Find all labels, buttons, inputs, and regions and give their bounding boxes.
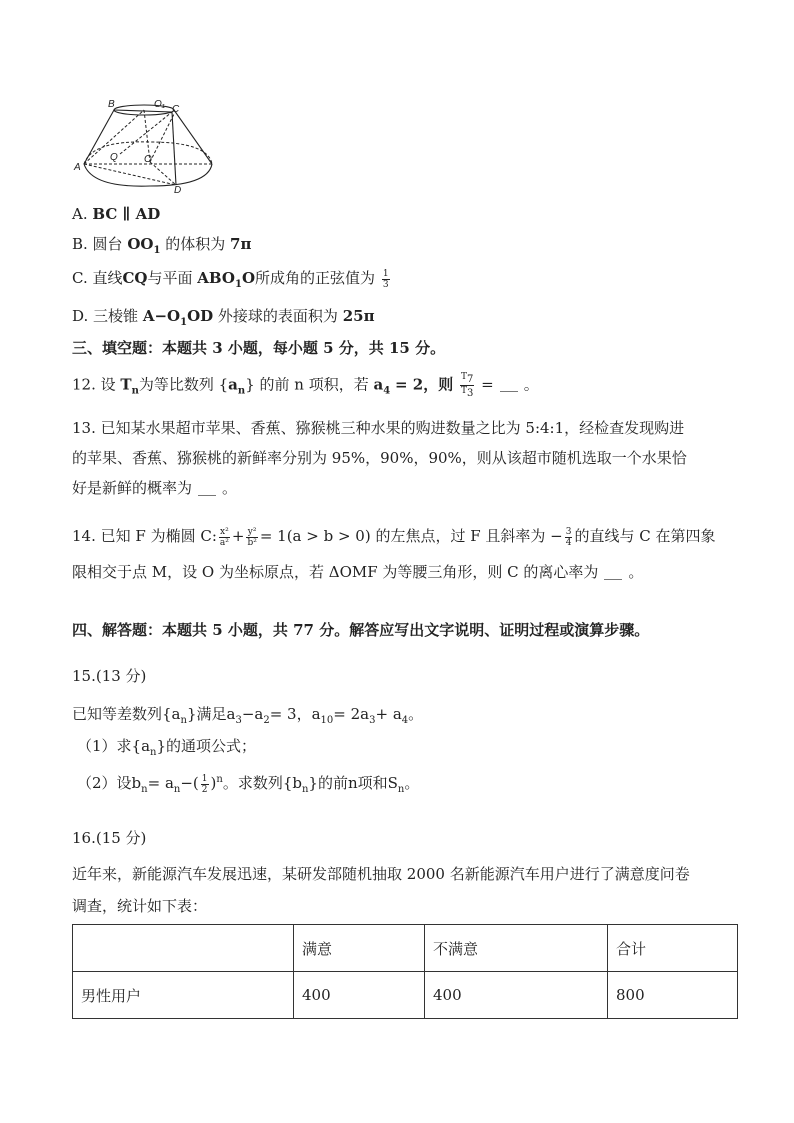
option-d-text: 外接球的表面积为 [217, 307, 338, 325]
table-cell: 400 [425, 972, 608, 1019]
q12-pre: 12. 设 [72, 375, 116, 394]
q12-answer-blank[interactable] [500, 379, 518, 392]
q13-line3-text: 好是新鲜的概率为 [72, 479, 193, 497]
q12-text2: } 的前 n 项积，若 [245, 375, 369, 394]
q15-p1-sub: n [150, 747, 157, 758]
section-4-heading: 四、解答题：本题共 5 小题，共 77 分。解答应写出文字说明、证明过程或演算步骤。 [72, 621, 650, 639]
table-header-cell [73, 925, 294, 972]
label-D: D [174, 185, 182, 196]
q15-p2-exp: n [216, 774, 223, 785]
label-Q: Q [110, 152, 118, 163]
q16-heading: 16.(15 分) [72, 829, 147, 847]
option-b-sub: 1 [153, 245, 161, 256]
option-b-label: B. 圆台 [72, 235, 123, 253]
q12-text3: = 2，则 [394, 375, 454, 394]
q12-Tn: T [120, 375, 132, 394]
option-c-math3: O [241, 269, 256, 287]
q12-den-base: T [460, 385, 467, 396]
q14-b2: b² [247, 537, 257, 548]
option-a [72, 204, 160, 224]
q12-end: 。 [523, 375, 539, 394]
q15-p2-end: 。 [404, 774, 420, 792]
q15-p2-sub4: n [397, 784, 405, 795]
option-d-label: D. 三棱锥 [72, 307, 139, 325]
q14-answer-blank[interactable] [604, 567, 622, 580]
q15-sub-n: n [180, 715, 187, 726]
q13-end: 。 [222, 479, 238, 497]
option-d-math2: OD [187, 307, 214, 325]
option-c-num: 1 [382, 268, 389, 279]
q13-line1: 13. 已知某水果超市苹果、香蕉、猕猴桃三种水果的购进数量之比为 5:4:1，经检查发现购进 [72, 419, 685, 437]
q14-text2: 的直线与 C 在第四象 [574, 527, 716, 545]
question-14-line1 [72, 526, 716, 548]
q12-fraction [460, 372, 474, 399]
q12-a4: a [373, 375, 384, 394]
option-c-text2: 所成角的正弦值为 [255, 269, 376, 287]
q15-p1-end: }的通项公式； [156, 737, 257, 755]
option-c-fraction [382, 269, 390, 290]
q14-a2: a² [219, 537, 229, 548]
label-A: A [74, 162, 81, 173]
q15-stem-m5: + a [375, 705, 402, 723]
q14-slope-fraction [565, 527, 573, 548]
q14-plus: + [231, 527, 245, 545]
table-header-cell: 合计 [608, 925, 738, 972]
q15-p2-sub1: n [141, 784, 148, 795]
q13-answer-blank[interactable] [198, 483, 216, 496]
q15-p2-minus: −( [180, 774, 199, 792]
q15-stem-m4: = 2a [333, 705, 370, 723]
q12-text1: 为等比数列 { [138, 375, 229, 394]
q15-part1 [77, 736, 256, 763]
q15-p2-sub3: n [301, 784, 309, 795]
table-row [73, 972, 738, 1019]
option-d [72, 306, 375, 333]
q16-line2: 调查，统计如下表： [72, 897, 208, 915]
q15-sub-3b: 3 [369, 715, 376, 726]
q15-p1-pre: （1）求{a [77, 737, 151, 755]
q13-line3 [72, 478, 237, 498]
q12-num-sub: 7 [467, 373, 474, 385]
q13-line2: 的苹果、香蕉、猕猴桃的新鲜率分别为 95%，90%，90%，则从该超市随机选取一个水果恰 [72, 449, 687, 467]
q15-p2-den: 2 [201, 784, 208, 795]
q14-x2: x² [220, 526, 229, 537]
q15-stem-end: 。 [408, 705, 424, 723]
option-b-value: 7π [230, 235, 252, 253]
table-cell: 800 [608, 972, 738, 1019]
q15-p2-close: ) [210, 774, 217, 792]
q15-stem [72, 704, 423, 731]
q15-sub-10: 10 [320, 715, 334, 726]
table-cell: 男性用户 [73, 972, 294, 1019]
option-d-math1: A−O [142, 307, 181, 325]
option-b-math: OO [127, 235, 154, 253]
q14-text1: = 1(a > b > 0) 的左焦点，过 F 且斜率为 − [259, 527, 563, 545]
q15-p2-pre: （2）设b [77, 774, 142, 792]
q15-p2-text: 。求数列{b [222, 774, 302, 792]
label-B: B [108, 99, 115, 110]
q14-line2-text: 限相交于点 M，设 O 为坐标原点，若 ΔOMF 为等腰三角形，则 C 的离心率为 [72, 563, 599, 581]
q14-pre: 14. 已知 F 为椭圆 C: [72, 527, 217, 545]
q15-p2-num: 1 [201, 773, 208, 784]
label-O1: O₁ [154, 99, 165, 110]
q15-p2-sub2: n [173, 784, 181, 795]
label-O: O [144, 154, 152, 165]
q15-stem-m2: −a [241, 705, 264, 723]
option-c-text1: 与平面 [147, 269, 193, 287]
q15-p2-mid: = a [147, 774, 174, 792]
q14-slope-num: 3 [565, 526, 572, 537]
q12-an: a [228, 375, 238, 394]
table-cell: 400 [294, 972, 425, 1019]
option-c-label: C. 直线 [72, 269, 123, 287]
label-C: C [172, 104, 180, 115]
option-c-math2: ABO [197, 269, 235, 287]
option-b [72, 234, 251, 261]
q15-sub-4: 4 [401, 715, 409, 726]
option-c-den: 3 [382, 279, 389, 290]
section-3-heading: 三、填空题：本题共 3 小题，每小题 5 分，共 15 分。 [72, 339, 446, 357]
q15-stem-m3: = 3，a [269, 705, 321, 723]
q12-den [460, 386, 474, 399]
q15-stem-pre: 已知等差数列{a [72, 705, 181, 723]
q12-Tn-sub: n [131, 385, 139, 397]
table-header-cell: 满意 [294, 925, 425, 972]
question-12 [72, 372, 539, 401]
q14-frac-y [246, 527, 257, 548]
q14-y2: y² [247, 526, 257, 537]
q12-a4-sub: 4 [383, 385, 391, 397]
q12-den-sub: 3 [467, 387, 474, 399]
option-d-value: 25π [342, 307, 375, 325]
q14-slope-den: 4 [565, 537, 572, 548]
satisfaction-table [72, 924, 738, 1019]
option-a-label: A. [72, 205, 88, 223]
table-header-cell: 不满意 [425, 925, 608, 972]
option-a-text: BC ∥ AD [92, 205, 161, 223]
option-d-sub: 1 [180, 317, 188, 328]
frustum-figure [72, 96, 242, 196]
q12-equals: = [481, 375, 494, 394]
q15-p2-text2: }的前n项和S [308, 774, 398, 792]
q14-end: 。 [628, 563, 644, 581]
q14-frac-x [219, 527, 230, 548]
q15-part2 [77, 770, 419, 800]
table-header-row [73, 925, 738, 972]
q12-an-sub: n [237, 385, 246, 397]
question-14-line2 [72, 562, 643, 582]
option-c-math1: CQ [122, 269, 148, 287]
q16-line1: 近年来，新能源汽车发展迅速，某研发部随机抽取 2000 名新能源汽车用户进行了满意度问卷 [72, 865, 690, 883]
option-c-sub: 1 [234, 279, 242, 290]
option-c [72, 268, 392, 295]
q15-sub-3: 3 [235, 715, 242, 726]
q15-stem-mid: }满足a [186, 705, 236, 723]
q15-sub-2: 2 [263, 715, 270, 726]
q15-p2-fraction [201, 774, 209, 795]
q12-num [460, 372, 474, 386]
q15-heading: 15.(13 分) [72, 667, 147, 685]
q12-num-base: T [460, 372, 467, 382]
option-b-tail: 的体积为 [165, 235, 226, 253]
